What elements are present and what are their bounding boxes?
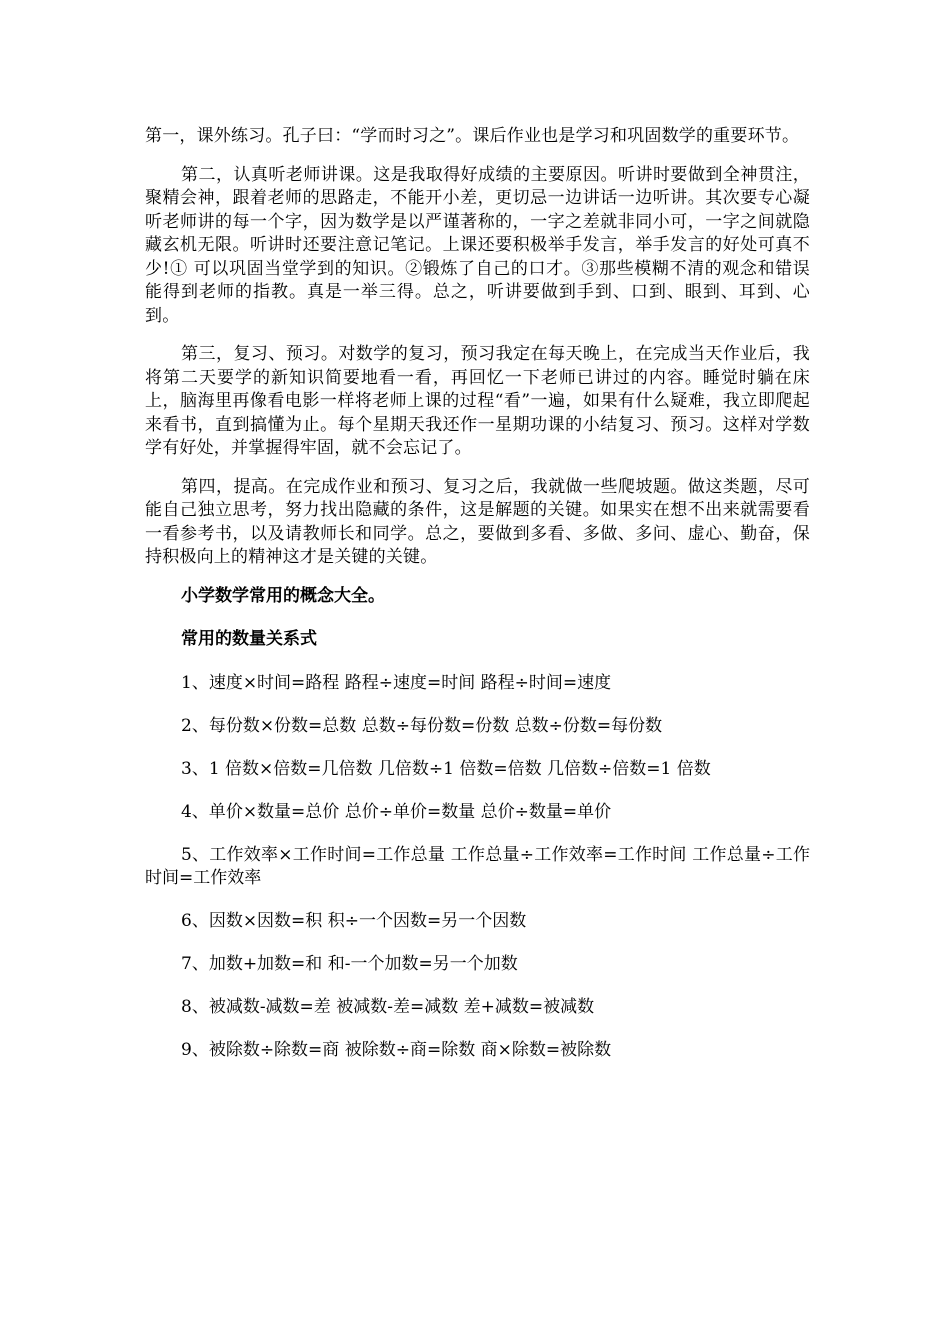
formula-item-2: 2、每份数×份数=总数 总数÷每份数=份数 总数÷份数=每份数 — [181, 715, 663, 736]
document-body — [145, 125, 810, 1082]
section-subtitle: 常用的数量关系式 — [181, 629, 317, 649]
paragraph-fourth-improve: 第四，提高。在完成作业和预习、复习之后，我就做一些爬坡题。做这类题，尽可能自己独立思考，努力找出隐藏的条件，这是解题的关键。如果实在想不出来就需要看一看参考书，以及请教师长和同学。总之，要做到多看、多做、多问、虚心、勤奋，保持积极向上的精神这才是关键的关键。 — [145, 476, 810, 567]
formula-item-9: 9、被除数÷除数=商 被除数÷商=除数 商×除数=被除数 — [181, 1040, 612, 1060]
formula-item-7: 7、加数+加数=和 和-一个加数=另一个加数 — [181, 954, 518, 974]
formula-item-5: 5、工作效率×工作时间=工作总量 工作总量÷工作效率=工作时间 工作总量÷工作时间=工作效率 — [145, 844, 810, 888]
formula-item-4: 4、单价×数量=总价 总价÷单价=数量 总价÷数量=单价 — [181, 801, 612, 822]
paragraph-third-review: 第三，复习、预习。对数学的复习，预习我定在每天晚上，在完成当天作业后，我将第二天要学的新知识简要地看一看，再回忆一下老师已讲过的内容。睡觉时躺在床上，脑海里再像看电影一样将老师上课的过程“看”一遍，如果有什么疑难，我立即爬起来看书，直到搞懂为止。每个星期天我还作一星期功课的小结复习、预习。这样对学数学有好处，并掌握得牢固，就不会忘记了。 — [145, 344, 810, 458]
paragraph-first-practice: 第一，课外练习。孔子曰：“学而时习之”。课后作业也是学习和巩固数学的重要环节。 — [145, 126, 800, 146]
paragraph-second-listening: 第二，认真听老师讲课。这是我取得好成绩的主要原因。听讲时要做到全神贯注，聚精会神，跟着老师的思路走，不能开小差，更切忌一边讲话一边听讲。其次要专心凝听老师讲的每一个字，因为数学是以严谨著称的，一字之差就非同小可，一字之间就隐藏玄机无限。听讲时还要注意记笔记。上课还要积极举手发言，举手发言的好处可真不少!① 可以巩固当堂学到的知识。②锻炼了自己的口才。③那些模糊不清的观念和错误能得到老师的指教。真是一举三得。总之，听讲要做到手到、口到、眼到、耳到、心到。 — [145, 164, 810, 326]
formula-item-1: 1、速度×时间=路程 路程÷速度=时间 路程÷时间=速度 — [181, 672, 612, 693]
formula-item-8: 8、被减数-减数=差 被减数-差=减数 差+减数=被减数 — [181, 997, 595, 1017]
section-title: 小学数学常用的概念大全。 — [181, 585, 385, 606]
formula-item-3: 3、1 倍数×倍数=几倍数 几倍数÷1 倍数=倍数 几倍数÷倍数=1 倍数 — [181, 758, 711, 779]
formula-item-6: 6、因数×因数=积 积÷一个因数=另一个因数 — [181, 911, 527, 931]
